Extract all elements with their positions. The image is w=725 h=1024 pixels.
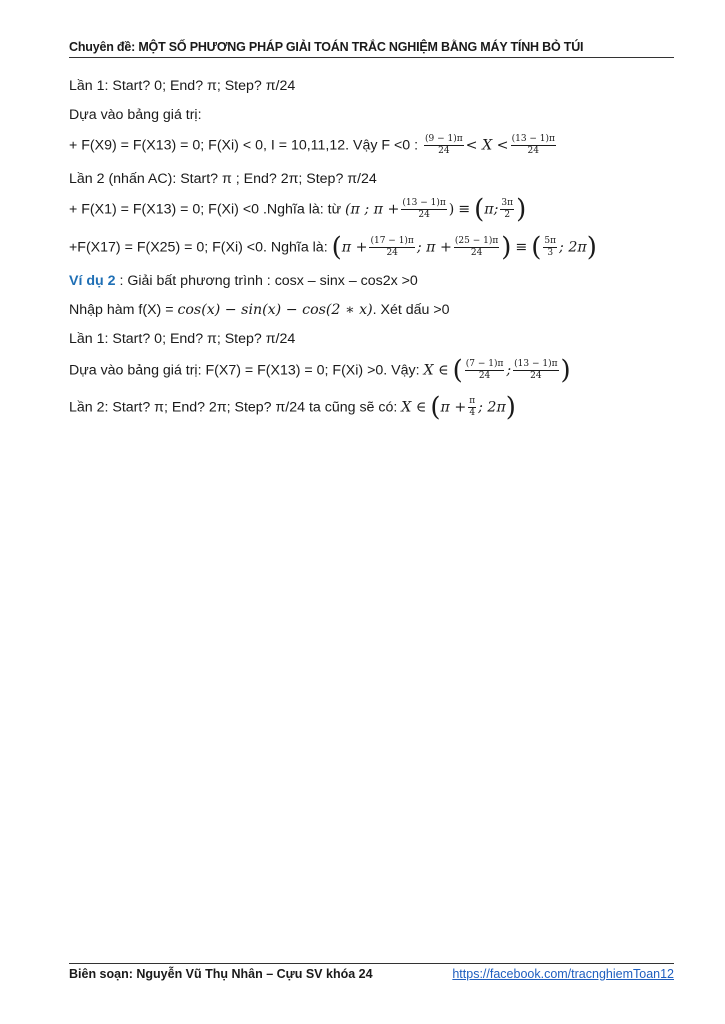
fraction: $\frac{(7 - 1)\pi}{24}$ bbox=[465, 359, 504, 381]
line-8: Nhập hàm f(X) = cos(x) − sin(x) − cos(2 ∗ x). Xét dấu >0 bbox=[69, 302, 450, 318]
fraction: $\frac{(9 - 1)\pi}{24}$ bbox=[425, 134, 463, 156]
line-5-text: + F(X1) = F(X13) = 0; F(Xi) <0 .Nghĩa là: từ bbox=[69, 201, 346, 218]
header-title: Chuyên đề: MỘT SỐ PHƯƠNG PHÁP GIẢI TOÁN TRẮC NGHIỆM BẰNG MÁY TÍNH BỎ TÚI bbox=[69, 40, 584, 54]
example-text: : Giải bất phương trình : cosx – sinx – cos2x >0 bbox=[115, 273, 418, 289]
line-6: +F(X17) = F(X25) = 0; F(Xi) <0. Nghĩa là: (π + $\frac{(17 - 1)\pi}{24}$ ; π + $\frac{(25 - 1)\pi}{24}$ ) ≡ ( $\frac{5\pi}{3}$ ; 2π) bbox=[69, 232, 597, 263]
line-3 bbox=[69, 134, 558, 157]
page-footer bbox=[69, 963, 674, 981]
line-9: Lần 1: Start? 0; End? π; Step? π/24 bbox=[69, 331, 296, 347]
line-2: Dựa vào bảng giá trị: bbox=[69, 107, 202, 123]
inequality: < X < bbox=[465, 137, 509, 154]
fraction: $\frac{(13 - 1)\pi}{24}$ bbox=[511, 134, 555, 156]
line-3-text: + F(X9) = F(X13) = 0; F(Xi) < 0, I = 10,11,12. Vậy F <0 : bbox=[69, 137, 423, 154]
line-11: Lần 2: Start? π; End? 2π; Step? π/24 ta cũng sẽ có: X ∈ (π + $\frac{\pi}{4}$ ; 2π) bbox=[69, 392, 516, 423]
fraction: $\frac{5\pi}{3}$ bbox=[544, 236, 557, 258]
fraction: $\frac{(17 - 1)\pi}{24}$ bbox=[370, 236, 414, 258]
footer-author: Biên soạn: Nguyễn Vũ Thụ Nhân – Cựu SV khóa 24 bbox=[69, 967, 373, 981]
line-7 bbox=[69, 273, 418, 289]
fraction: $\frac{3\pi}{2}$ bbox=[501, 198, 514, 220]
fraction: $\frac{(25 - 1)\pi}{24}$ bbox=[454, 236, 499, 258]
page-header bbox=[69, 40, 674, 58]
line-5: + F(X1) = F(X13) = 0; F(Xi) <0 .Nghĩa là: từ (π ; π + $\frac{(13 - 1)\pi}{24}$ ) ≡ (π; $\frac{3\pi}{2}$ ) bbox=[69, 194, 527, 225]
function-expression: cos(x) − sin(x) − cos(2 ∗ x) bbox=[177, 302, 373, 318]
fraction: $\frac{(13 - 1)\pi}{24}$ bbox=[402, 198, 446, 220]
line-6-text: +F(X17) = F(X25) = 0; F(Xi) <0. Nghĩa là: bbox=[69, 239, 332, 256]
footer-link[interactable]: https://facebook.com/tracnghiemToan12 bbox=[452, 967, 674, 981]
line-10: Dựa vào bảng giá trị: F(X7) = F(X13) = 0; F(Xi) >0. Vậy: X ∈ ( $\frac{(7 - 1)\pi}{24}$ ; $\frac{(13 - 1)\pi}{24}$ ) bbox=[69, 355, 571, 386]
line-1: Lần 1: Start? 0; End? π; Step? π/24 bbox=[69, 78, 296, 94]
fraction: $\frac{(13 - 1)\pi}{24}$ bbox=[514, 359, 558, 381]
fraction: $\frac{\pi}{4}$ bbox=[469, 396, 476, 418]
example-label: Ví dụ 2 bbox=[69, 273, 116, 289]
line-4: Lần 2 (nhấn AC): Start? π ; End? 2π; Step? π/24 bbox=[69, 171, 377, 187]
